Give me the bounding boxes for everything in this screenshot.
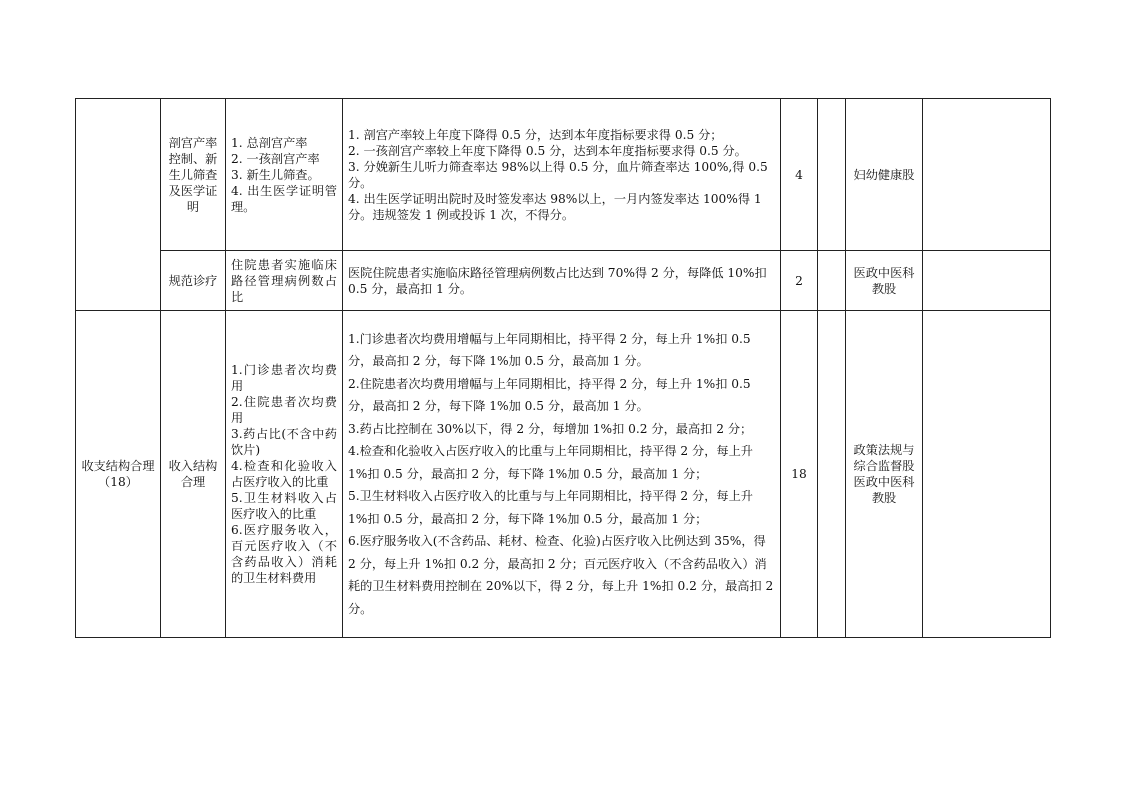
indicator-line: 6.医疗服务收入，百元医疗收入（不含药品收入）消耗的卫生材料费用 xyxy=(231,523,337,585)
blank-cell xyxy=(818,311,846,638)
dept-line: 医政中医科教股 xyxy=(853,475,915,505)
blank-cell xyxy=(818,99,846,251)
criteria-line: 3. 分娩新生儿听力筛查率达 98%以上得 0.5 分，血片筛查率达 100%,得 0.5 分。 xyxy=(348,159,768,190)
table-row xyxy=(76,251,1051,311)
criteria-cell xyxy=(343,251,781,311)
evaluation-table xyxy=(75,98,1051,638)
criteria-line: 2.住院患者次均费用增幅与上年同期相比，持平得 2 分，每上升 1%扣 0.5 分，最高扣 2 分，每下降 1%加 0.5 分，最高加 1 分。 xyxy=(348,376,751,414)
criteria-line: 3.药占比控制在 30%以下，得 2 分，每增加 1%扣 0.2 分，最高扣 2 分； xyxy=(348,421,753,436)
score-cell: 2 xyxy=(781,251,818,311)
indicator-cell xyxy=(226,311,343,638)
indicator-line: 3.药占比(不含中药饮片) xyxy=(231,427,337,457)
table-row xyxy=(76,311,1051,638)
dept-cell: 医政中医科教股 xyxy=(846,251,923,311)
indicator-line: 5.卫生材料收入占医疗收入的比重 xyxy=(231,491,337,521)
remark-cell xyxy=(923,251,1051,311)
dept-cell xyxy=(846,311,923,638)
remark-cell xyxy=(923,99,1051,251)
criteria-cell xyxy=(343,99,781,251)
indicator-line: 4.检查和化验收入占医疗收入的比重 xyxy=(231,459,337,489)
score-cell: 4 xyxy=(781,99,818,251)
criteria-line: 1. 剖宫产率较上年度下降得 0.5 分，达到本年度指标要求得 0.5 分； xyxy=(348,127,723,142)
category-cell: 收支结构合理（18） xyxy=(76,311,161,638)
criteria-cell xyxy=(343,311,781,638)
criteria-line: 1.门诊患者次均费用增幅与上年同期相比，持平得 2 分，每上升 1%扣 0.5 分，最高扣 2 分，每下降 1%加 0.5 分，最高加 1 分。 xyxy=(348,331,751,369)
table-row xyxy=(76,99,1051,251)
item-cell: 规范诊疗 xyxy=(161,251,226,311)
criteria-line: 6.医疗服务收入(不含药品、耗材、检查、化验)占医疗收入比例达到 35%，得 2 分，每上升 1%扣 0.2 分，最高扣 2 分；百元医疗收入（不含药品收入）消耗的卫生材料费用控制在 20%以下，得 2 分，每上升 1%扣 0.2 分，最高扣 2 分。 xyxy=(348,534,774,616)
blank-cell xyxy=(818,251,846,311)
remark-cell xyxy=(923,311,1051,638)
indicator-line: 2. 一孩剖宫产率 xyxy=(231,151,320,166)
criteria-line: 2. 一孩剖宫产率较上年度下降得 0.5 分，达到本年度指标要求得 0.5 分。 xyxy=(348,143,747,158)
item-cell: 收入结构合理 xyxy=(161,311,226,638)
score-cell: 18 xyxy=(781,311,818,638)
criteria-line: 4.检查和化验收入占医疗收入的比重与上年同期相比，持平得 2 分，每上升 1%扣 0.5 分，最高扣 2 分，每下降 1%加 0.5 分，最高加 1 分； xyxy=(348,444,753,481)
indicator-cell xyxy=(226,99,343,251)
indicator-line: 3. 新生儿筛查。 xyxy=(231,167,320,182)
criteria-line: 4. 出生医学证明出院时及时签发率达 98%以上，一月内签发率达 100%得 1 分。违规签发 1 例或投诉 1 次，不得分。 xyxy=(348,191,762,222)
dept-line: 政策法规与综合监督股 xyxy=(853,443,915,473)
dept-cell: 妇幼健康股 xyxy=(846,99,923,251)
indicator-line: 1.门诊患者次均费用 xyxy=(231,363,337,393)
indicator-line: 4. 出生医学证明管理。 xyxy=(231,183,337,214)
indicator-line: 1. 总剖宫产率 xyxy=(231,135,308,150)
category-cell xyxy=(76,99,161,311)
indicator-line: 2.住院患者次均费用 xyxy=(231,395,337,425)
indicator-line: 住院患者实施临床路径管理病例数占比 xyxy=(231,257,337,304)
criteria-line: 医院住院患者实施临床路径管理病例数占比达到 70%得 2 分，每降低 10%扣 0.5 分，最高扣 1 分。 xyxy=(348,265,767,296)
item-cell: 剖宫产率控制、新生儿筛查及医学证明 xyxy=(161,99,226,251)
criteria-line: 5.卫生材料收入占医疗收入的比重与与上年同期相比，持平得 2 分，每上升 1%扣 0.5 分，最高扣 2 分，每下降 1%加 0.5 分，最高加 1 分； xyxy=(348,489,753,526)
indicator-cell xyxy=(226,251,343,311)
